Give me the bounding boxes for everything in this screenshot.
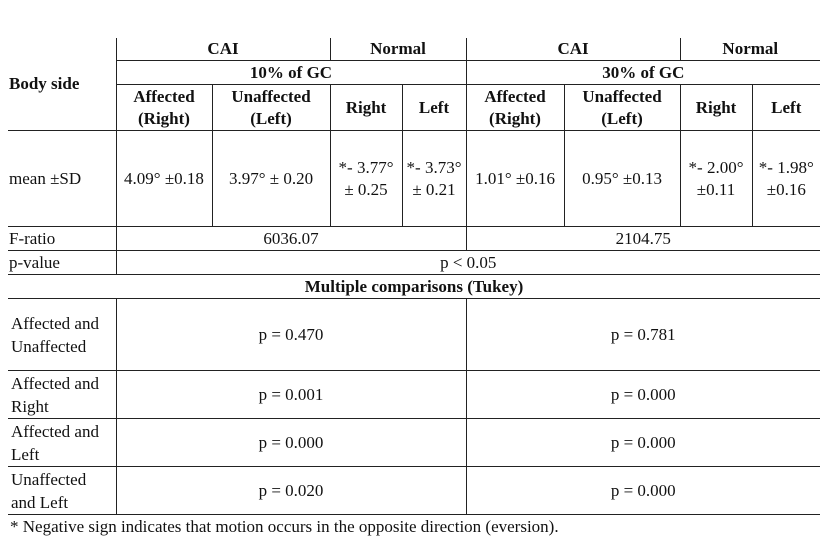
comparison-label: Affected and Right	[8, 371, 116, 419]
col-right-10: Right	[330, 85, 402, 131]
comparison-label: Affected and Left	[8, 419, 116, 467]
comparison-30: p = 0.000	[466, 419, 820, 467]
results-table	[8, 38, 820, 515]
mean-cell: *- 3.73° ± 0.21	[402, 131, 466, 227]
comparison-label: Affected and Unaffected	[8, 299, 116, 371]
mean-cell: 1.01° ±0.16	[466, 131, 564, 227]
f-ratio-10: 6036.07	[116, 227, 466, 251]
condition-10-header: 10% of GC	[116, 61, 466, 85]
col-affected-30: Affected (Right)	[466, 85, 564, 131]
mean-cell: 3.97° ± 0.20	[212, 131, 330, 227]
comparison-label: Unaffected and Left	[8, 467, 116, 515]
mean-cell: 0.95° ±0.13	[564, 131, 680, 227]
normal-header-30: Normal	[680, 38, 820, 61]
comparison-10: p = 0.020	[116, 467, 466, 515]
footnote: * Negative sign indicates that motion occurs in the opposite direction (eversion).	[10, 517, 559, 536]
mean-cell: *- 3.77° ± 0.25	[330, 131, 402, 227]
mean-cell: 4.09° ±0.18	[116, 131, 212, 227]
col-left-10: Left	[402, 85, 466, 131]
cai-header-30: CAI	[466, 38, 680, 61]
comparison-10: p = 0.001	[116, 371, 466, 419]
mean-cell: *- 2.00° ±0.11	[680, 131, 752, 227]
comparison-30: p = 0.000	[466, 371, 820, 419]
p-value-cell: p < 0.05	[116, 251, 820, 275]
col-unaffected-10: Unaffected (Left)	[212, 85, 330, 131]
mean-sd-label: mean ±SD	[8, 131, 116, 227]
col-left-30: Left	[752, 85, 820, 131]
condition-30-header: 30% of GC	[466, 61, 820, 85]
comparison-10: p = 0.470	[116, 299, 466, 371]
comparison-30: p = 0.000	[466, 467, 820, 515]
p-value-label: p-value	[8, 251, 116, 275]
body-side-header: Body side	[8, 38, 116, 131]
comparison-30: p = 0.781	[466, 299, 820, 371]
comparison-10: p = 0.000	[116, 419, 466, 467]
normal-header-10: Normal	[330, 38, 466, 61]
multiple-comparisons-header: Multiple comparisons (Tukey)	[8, 275, 820, 299]
col-unaffected-30: Unaffected (Left)	[564, 85, 680, 131]
f-ratio-30: 2104.75	[466, 227, 820, 251]
mean-cell: *- 1.98° ±0.16	[752, 131, 820, 227]
cai-header-10: CAI	[116, 38, 330, 61]
col-right-30: Right	[680, 85, 752, 131]
f-ratio-label: F-ratio	[8, 227, 116, 251]
col-affected-10: Affected (Right)	[116, 85, 212, 131]
